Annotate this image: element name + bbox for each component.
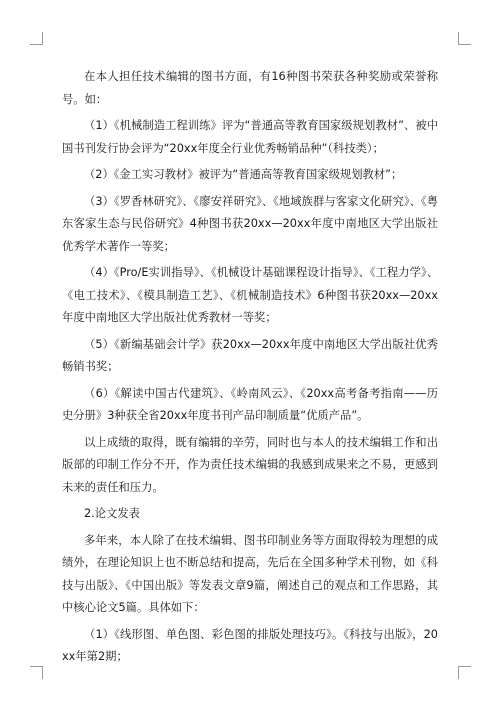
crop-mark-bottom-right: [458, 666, 471, 679]
paragraph-item-6: （6）《解读中国古代建筑》、《岭南风云》、《20xx高考备考指南——历史分册》3种获全省20xx年度书刊产品印制质量“优质产品”。: [62, 386, 438, 422]
paragraph-item-4: （4）《Pro/E实训指导》、《机械设计基础课程设计指导》、《工程力学》、《电工技术》、《模具制造工艺》、《机械制造技术》6种图书获20xx—20xx年度中南地区大学出版社优秀教材一等奖；: [62, 266, 438, 324]
document-body: [62, 66, 438, 673]
crop-mark-top-right: [458, 32, 471, 45]
crop-mark-top-left: [30, 32, 43, 45]
paragraph-item-1: （1）《机械制造工程训练》评为“普通高等教育国家级规划教材”、被中国书刊发行协会评为“20xx年度全行业优秀畅销品种”（科技类）；: [62, 119, 438, 155]
paragraph-summary: 以上成绩的取得，既有编辑的辛劳，同时也与本人的技术编辑工作和出版部的印制工作分不开，作为责任技术编辑的我感到成果来之不易，更感到未来的责任和压力。: [62, 435, 438, 494]
crop-mark-bottom-left: [30, 666, 43, 679]
paragraph-item-5: （5）《新编基础会计学》获20xx—20xx年度中南地区大学出版社优秀畅销书奖；: [62, 337, 438, 373]
paragraph-item-2: （2）《金工实习教材》被评为“普通高等教育国家级规划教材”；: [84, 168, 403, 181]
section-heading-papers: 2.论文发表: [84, 507, 140, 520]
paragraph-paper-1: （1）《线形图、单色图、彩色图的排版处理技巧》。《科技与出版》，20xx年第2期；: [62, 627, 438, 663]
paragraph-papers-intro: 多年来，本人除了在技术编辑、图书印制业务等方面取得较为理想的成绩外，在理论知识上也不断总结和提高，先后在全国多种学术刊物，如《科技与出版》、《中国出版》等发表文章9篇，阐述自己的观点和工作思路，其中核心论文5篇。具体如下：: [62, 533, 438, 614]
paragraph-intro: 在本人担任技术编辑的图书方面，有16种图书荣获各种奖励或荣誉称号。如：: [62, 70, 438, 106]
paragraph-item-3: （3）《罗香林研究》、《廖安祥研究》、《地域族群与客家文化研究》、《粤东客家生态与民俗研究》4种图书获20xx—20xx年度中南地区大学出版社优秀学术著作一等奖；: [62, 194, 438, 253]
